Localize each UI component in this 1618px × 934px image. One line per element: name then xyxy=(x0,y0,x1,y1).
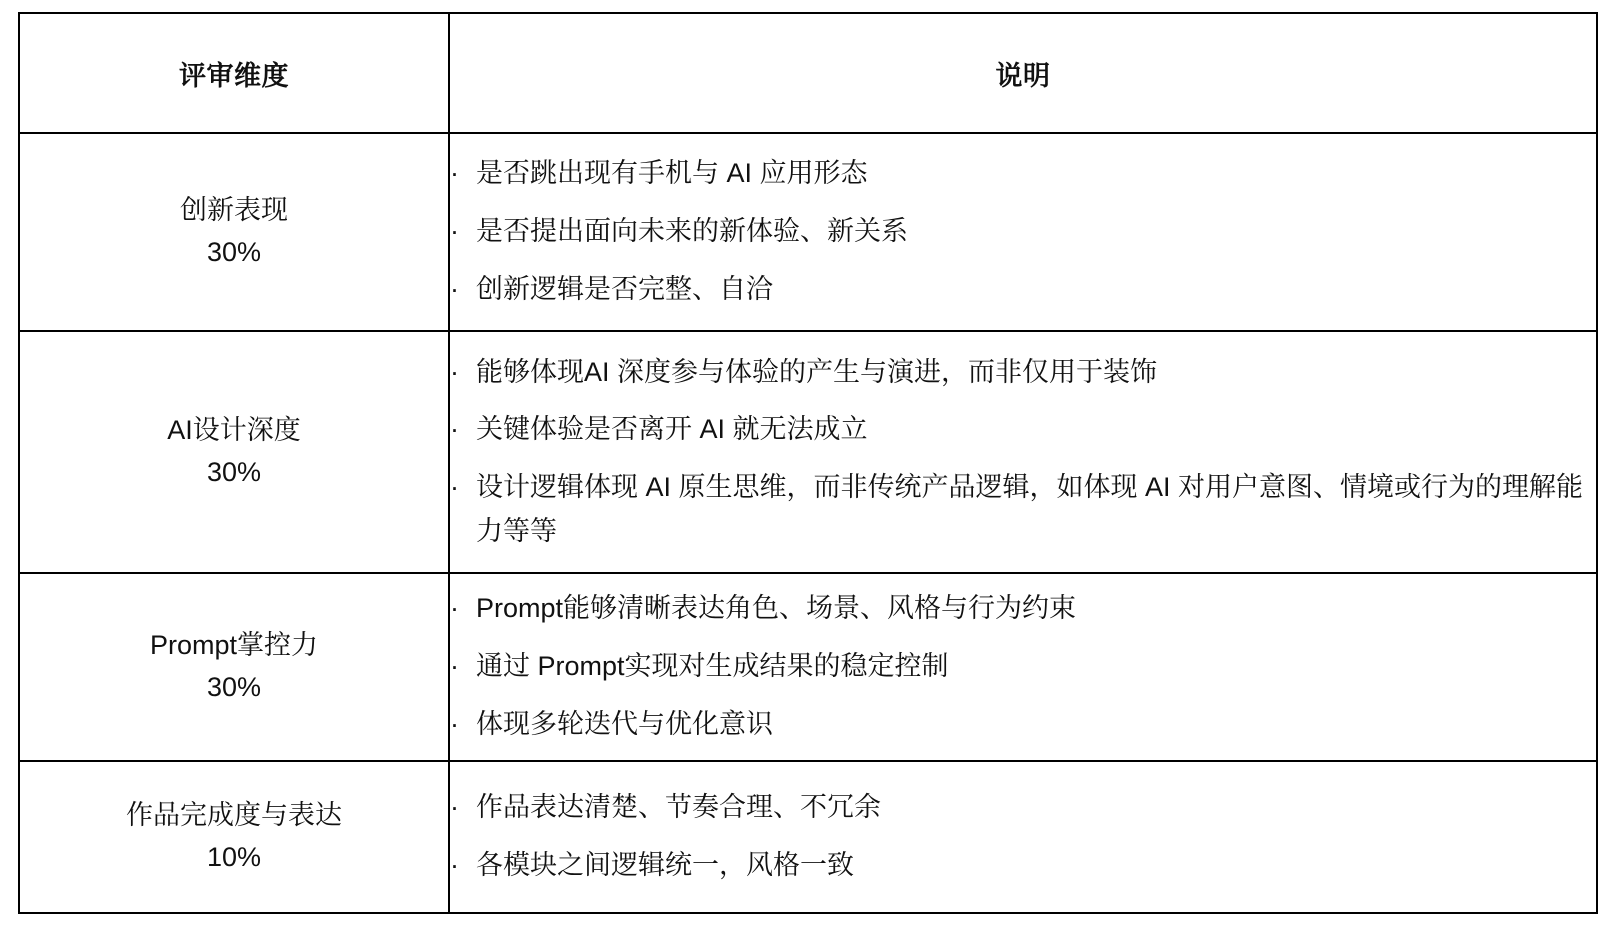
description-list xyxy=(450,152,1596,311)
dimension-weight: 30% xyxy=(206,457,262,487)
list-item xyxy=(450,466,1596,553)
dimension-cell-innovation xyxy=(19,133,449,331)
list-item-text: Prompt能够清晰表达角色、场景、风格与行为约束 xyxy=(476,593,1077,624)
column-header-description: 说明 xyxy=(449,13,1597,133)
column-header-dimension: 评审维度 xyxy=(19,13,449,133)
table-row xyxy=(19,331,1597,573)
description-cell-innovation xyxy=(449,133,1597,331)
list-item xyxy=(450,210,1596,254)
list-item-text: 是否跳出现有手机与 AI 应用形态 xyxy=(476,158,868,189)
description-list xyxy=(450,351,1596,554)
description-list xyxy=(450,786,1596,887)
list-item xyxy=(450,786,1596,830)
dimension-name: Prompt掌控力 xyxy=(149,630,319,661)
bullet-icon: · xyxy=(450,356,459,387)
list-item-text: 关键体验是否离开 AI 就无法成立 xyxy=(476,414,868,445)
table-row xyxy=(19,133,1597,331)
list-item-text: 能够体现AI 深度参与体验的产生与演进，而非仅用于装饰 xyxy=(476,356,1158,387)
bullet-icon: · xyxy=(450,792,459,823)
list-item-text: 通过 Prompt实现对生成结果的稳定控制 xyxy=(476,651,949,682)
description-cell-completion xyxy=(449,761,1597,913)
bullet-icon: · xyxy=(450,593,459,624)
table-header-row xyxy=(19,13,1597,133)
list-item-text: 是否提出面向未来的新体验、新关系 xyxy=(476,216,908,247)
dimension-name: 作品完成度与表达 xyxy=(126,800,342,831)
list-item xyxy=(450,268,1596,312)
dimension-weight: 30% xyxy=(206,672,262,702)
list-item xyxy=(450,408,1596,452)
bullet-icon: · xyxy=(450,850,459,880)
list-item-text: 设计逻辑体现 AI 原生思维，而非传统产品逻辑，如体现 AI 对用户意图、情境或行为的理解能力等等 xyxy=(476,472,1584,546)
dimension-cell-completion xyxy=(19,761,449,913)
dimension-name: AI设计深度 xyxy=(167,415,301,446)
list-item xyxy=(450,587,1596,631)
list-item xyxy=(450,645,1596,689)
list-item xyxy=(450,351,1596,395)
list-item xyxy=(450,152,1596,196)
bullet-icon: · xyxy=(450,273,459,304)
bullet-icon: · xyxy=(450,414,459,445)
bullet-icon: · xyxy=(450,158,459,189)
bullet-icon: · xyxy=(450,651,459,682)
description-cell-prompt xyxy=(449,573,1597,761)
list-item xyxy=(450,844,1596,888)
list-item-text: 作品表达清楚、节奏合理、不冗余 xyxy=(476,792,881,823)
dimension-name: 创新表现 xyxy=(180,195,288,226)
table-row xyxy=(19,573,1597,761)
review-criteria-table xyxy=(18,12,1598,914)
list-item xyxy=(450,703,1596,747)
dimension-weight: 10% xyxy=(206,842,262,872)
list-item-text: 体现多轮迭代与优化意识 xyxy=(476,708,773,739)
bullet-icon: · xyxy=(450,708,459,739)
dimension-cell-prompt xyxy=(19,573,449,761)
bullet-icon: · xyxy=(450,216,459,247)
table-row xyxy=(19,761,1597,913)
dimension-cell-ai-depth xyxy=(19,331,449,573)
list-item-text: 各模块之间逻辑统一，风格一致 xyxy=(476,850,854,880)
bullet-icon: · xyxy=(450,472,459,502)
description-cell-ai-depth xyxy=(449,331,1597,573)
description-list xyxy=(450,587,1596,746)
list-item-text: 创新逻辑是否完整、自洽 xyxy=(476,273,773,304)
dimension-weight: 30% xyxy=(206,237,262,267)
